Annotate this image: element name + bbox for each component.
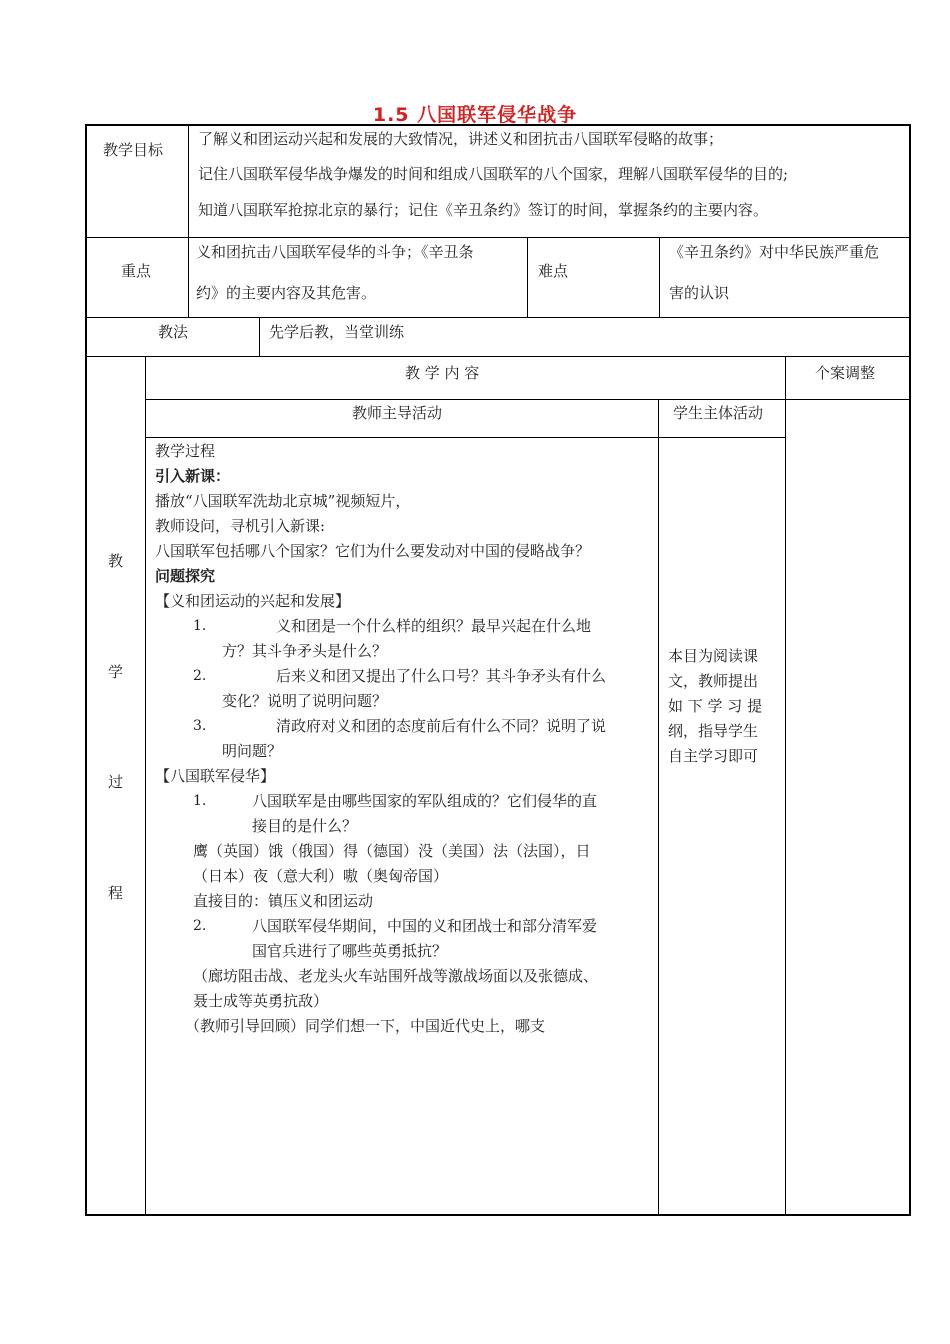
question-number: 2. xyxy=(193,668,207,684)
objective-line: 知道八国联军抢掠北京的暴行；记住《辛丑条约》签订的时间，掌握条约的主要内容。 xyxy=(198,201,769,219)
intro-line: 八国联军包括哪八个国家？它们为什么要发动对中国的侵略战争？ xyxy=(155,542,591,560)
process-label-char: 程 xyxy=(108,884,124,902)
method-value: 先学后教，当堂训练 xyxy=(269,323,405,341)
row-divider xyxy=(145,399,910,400)
question-line: 后来义和团又提出了什么口号？其斗争矛头有什么 xyxy=(276,667,607,685)
student-line: 纲，指导学生 xyxy=(668,722,759,740)
answer-line: （廊坊阻击战、老龙头火车站围歼战等激战场面以及张德成、 xyxy=(193,967,599,985)
question-line: 方？其斗争矛头是什么？ xyxy=(222,642,388,660)
review-line: （教师引导回顾）同学们想一下，中国近代史上，哪支 xyxy=(185,1017,546,1035)
method-label: 教法 xyxy=(158,323,189,341)
student-line: 本目为阅读课 xyxy=(668,647,759,665)
question-line: 接目的是什么？ xyxy=(252,817,358,835)
explore-heading: 问题探究 xyxy=(155,567,216,585)
direct-purpose: 直接目的：镇压义和团运动 xyxy=(193,892,374,910)
process-label-char: 过 xyxy=(108,773,124,791)
student-header: 学生主体活动 xyxy=(673,404,764,422)
student-line: 如 下 学 习 提 xyxy=(668,697,763,715)
adjust-header: 个案调整 xyxy=(815,364,876,382)
question-line: 义和团是一个什么样的组织？最早兴起在什么地 xyxy=(276,617,592,635)
countries-line: （日本）夜（意大利）嗷（奥匈帝国） xyxy=(193,867,449,885)
row-divider xyxy=(86,237,910,238)
question-line: 清政府对义和团的态度前后有什么不同？说明了说 xyxy=(276,717,607,735)
countries-line: 鹰（英国）饿（俄国）得（德国）没（美国）法（法国），日 xyxy=(193,842,591,860)
student-line: 自主学习即可 xyxy=(668,747,759,765)
row-divider xyxy=(86,317,910,318)
section-heading: 【八国联军侵华】 xyxy=(155,767,276,785)
objective-line: 了解义和团运动兴起和发展的大致情况，讲述义和团抗击八国联军侵略的故事； xyxy=(198,130,724,148)
question-number: 1. xyxy=(193,618,207,634)
col-divider xyxy=(527,238,528,318)
col-divider xyxy=(145,357,146,1215)
col-divider xyxy=(659,238,660,318)
question-line: 明问题？ xyxy=(222,742,283,760)
objective-line: 记住八国联军侵华战争爆发的时间和组成八国联军的八个国家，理解八国联军侵华的目的; xyxy=(198,165,789,183)
content-header: 教 学 内 容 xyxy=(405,364,480,382)
col-divider xyxy=(785,357,786,1215)
focus-line: 义和团抗击八国联军侵华的斗争；《辛丑条 xyxy=(196,243,474,261)
student-line: 文，教师提出 xyxy=(668,672,759,690)
intro-line: 播放“八国联军洗劫北京城”视频短片， xyxy=(155,492,411,510)
process-heading: 教学过程 xyxy=(155,442,216,460)
difficulty-line: 害的认识 xyxy=(669,284,730,302)
focus-label: 重点 xyxy=(121,262,152,280)
focus-line: 约》的主要内容及其危害。 xyxy=(196,284,377,302)
question-line: 八国联军是由哪些国家的军队组成的？它们侵华的直 xyxy=(252,792,598,810)
question-line: 八国联军侵华期间，中国的义和团战士和部分清军爱 xyxy=(252,917,598,935)
intro-line: 教师设问，寻机引入新课: xyxy=(155,517,326,535)
section-heading: 【义和团运动的兴起和发展】 xyxy=(155,592,351,610)
page-title: 1.5 八国联军侵华战争 xyxy=(372,104,578,126)
difficulty-label: 难点 xyxy=(538,262,569,280)
row-divider xyxy=(145,437,785,438)
intro-heading: 引入新课： xyxy=(155,467,231,485)
question-number: 2. xyxy=(193,918,207,934)
question-line: 国官兵进行了哪些英勇抵抗？ xyxy=(252,942,448,960)
difficulty-line: 《辛丑条约》对中华民族严重危 xyxy=(669,243,880,261)
row-divider xyxy=(86,356,910,357)
teacher-header: 教师主导活动 xyxy=(352,404,443,422)
question-number: 1. xyxy=(193,793,207,809)
question-number: 3. xyxy=(193,718,207,734)
process-label-char: 教 xyxy=(108,552,124,570)
question-line: 变化？说明了说明问题？ xyxy=(222,692,388,710)
col-divider xyxy=(188,125,189,318)
objectives-label: 教学目标 xyxy=(103,141,164,159)
answer-line: 聂士成等英勇抗敌） xyxy=(193,992,329,1010)
col-divider xyxy=(658,400,659,1215)
process-label-char: 学 xyxy=(108,663,124,681)
col-divider xyxy=(259,318,260,357)
